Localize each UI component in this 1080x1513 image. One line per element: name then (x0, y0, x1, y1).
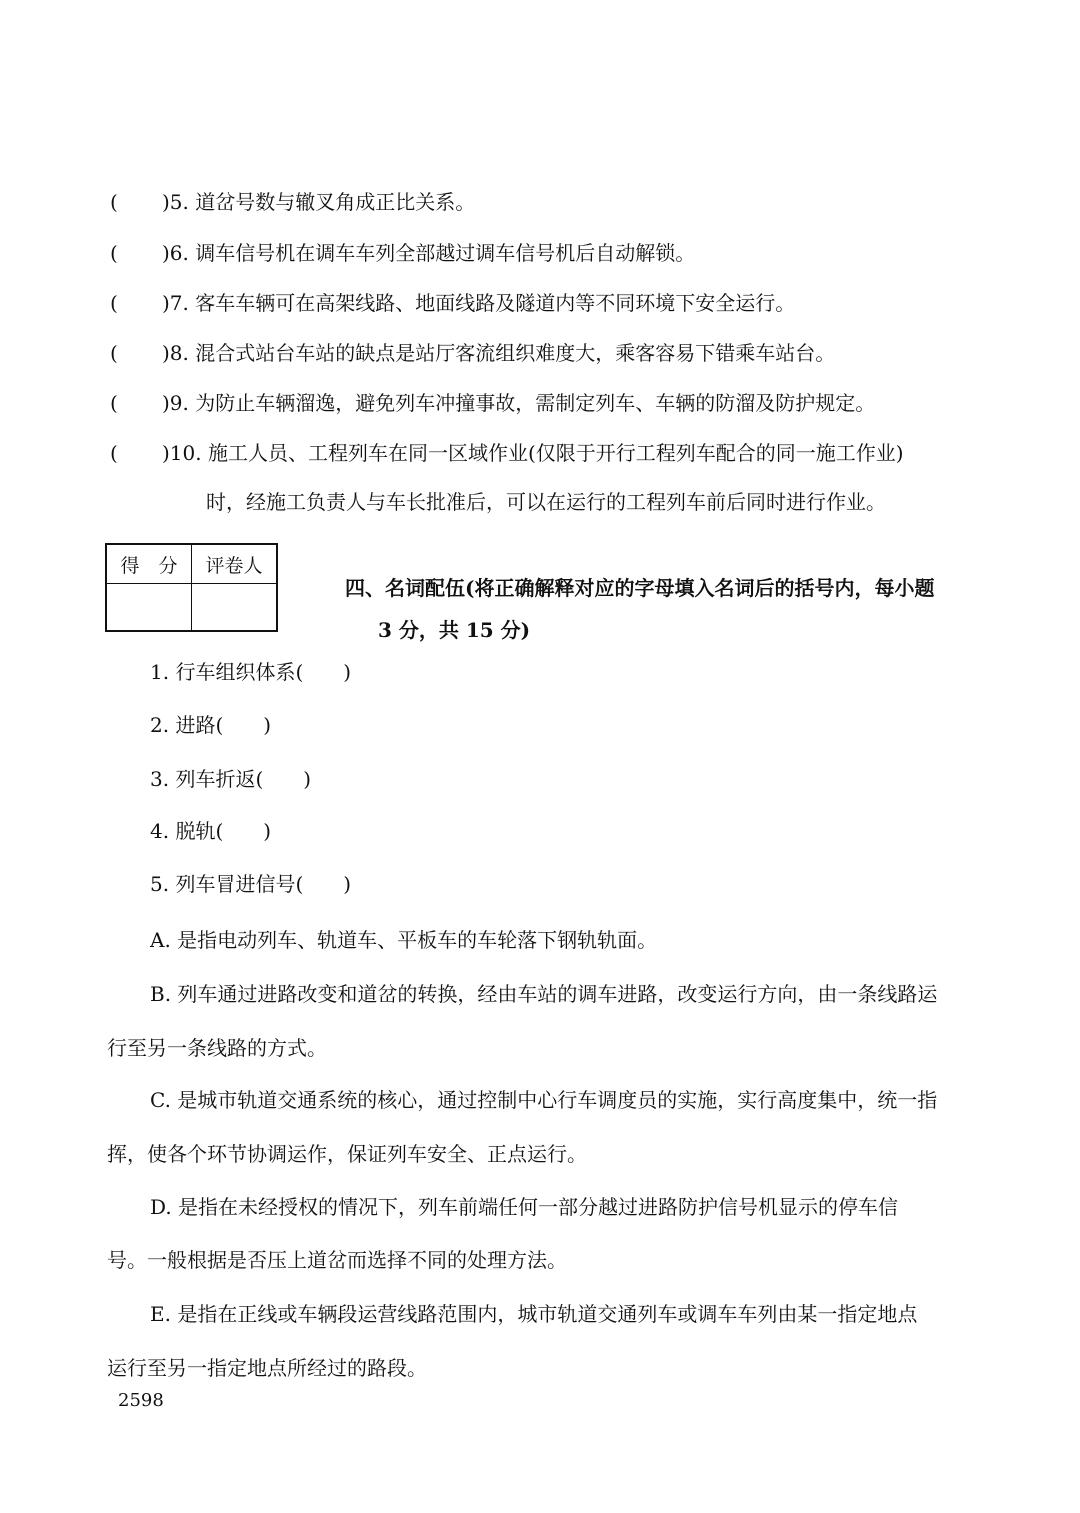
tf-item-9 (110, 393, 1010, 417)
section-title: 四、名词配伍(将正确解释对应的字母填入名词后的括号内，每小题 (345, 576, 935, 600)
score-header: 得 分 (106, 544, 192, 584)
tf-statement: )10. 施工人员、工程列车在同一区域作业(仅限于开行工程列车配合的同一施工作业) (162, 441, 904, 465)
tf-item-7 (110, 293, 1010, 317)
answer-paren: ( (110, 441, 118, 465)
definition-c-cont: 挥，使各个环节协调运作，保证列车安全、正点运行。 (107, 1142, 587, 1166)
answer-paren: ( (110, 241, 118, 265)
tf-statement: )9. 为防止车辆溜逸，避免列车冲撞事故，需制定列车、车辆的防溜及防护规定。 (162, 391, 876, 415)
tf-item-6 (110, 243, 1010, 267)
definition-e: E. 是指在正线或车辆段运营线路范围内，城市轨道交通列车或调车车列由某一指定地点 (150, 1302, 918, 1326)
definition-b-cont: 行至另一条线路的方式。 (107, 1036, 327, 1060)
term-item: 1. 行车组织体系( ) (150, 660, 352, 684)
page-number: 2598 (118, 1390, 164, 1411)
tf-item-5 (110, 192, 1010, 216)
tf-item-8 (110, 343, 1010, 367)
tf-statement: )8. 混合式站台车站的缺点是站厅客流组织难度大，乘客容易下错乘车站台。 (162, 341, 836, 365)
definition-d-cont: 号。一般根据是否压上道岔而选择不同的处理方法。 (107, 1248, 567, 1272)
definition-b: B. 列车通过进路改变和道岔的转换，经由车站的调车进路，改变运行方向，由一条线路运 (150, 982, 938, 1006)
definition-e-cont: 运行至另一指定地点所经过的路段。 (107, 1356, 427, 1380)
definition-d: D. 是指在未经授权的情况下，列车前端任何一部分越过进路防护信号机显示的停车信 (150, 1195, 899, 1219)
term-item: 5. 列车冒进信号( ) (150, 872, 352, 896)
tf-statement: )7. 客车车辆可在高架线路、地面线路及隧道内等不同环境下安全运行。 (162, 291, 796, 315)
score-cell[interactable] (106, 584, 192, 632)
tf-item-10-continuation: 时，经施工负责人与车长批准后，可以在运行的工程列车前后同时进行作业。 (206, 490, 886, 514)
answer-paren: ( (110, 291, 118, 315)
term-item: 3. 列车折返( ) (150, 767, 312, 791)
answer-paren: ( (110, 341, 118, 365)
answer-paren: ( (110, 190, 118, 214)
definition-c: C. 是城市轨道交通系统的核心，通过控制中心行车调度员的实施，实行高度集中，统一指 (150, 1088, 938, 1112)
grader-cell[interactable] (192, 584, 278, 632)
tf-item-10 (110, 443, 1010, 467)
section-title-cont: 3 分，共 15 分) (378, 618, 531, 642)
tf-statement: )5. 道岔号数与辙叉角成正比关系。 (162, 190, 476, 214)
definition-a: A. 是指电动列车、轨道车、平板车的车轮落下钢轨轨面。 (150, 928, 658, 952)
term-item: 4. 脱轨( ) (150, 819, 272, 843)
grader-header: 评卷人 (192, 544, 278, 584)
tf-statement: )6. 调车信号机在调车车列全部越过调车信号机后自动解锁。 (162, 241, 696, 265)
score-table (105, 543, 278, 632)
term-item: 2. 进路( ) (150, 713, 272, 737)
answer-paren: ( (110, 391, 118, 415)
